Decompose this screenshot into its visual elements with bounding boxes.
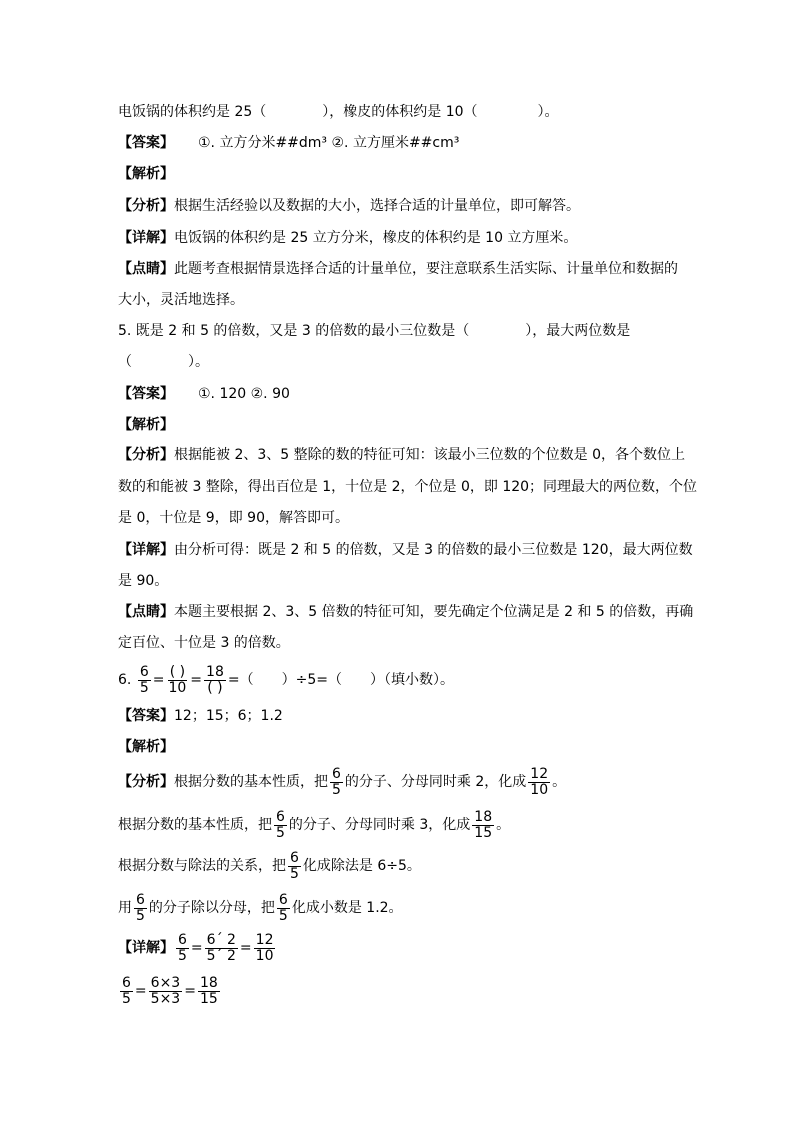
fenxi-label: 【分析】 [118,198,174,214]
q4-text-a: 电饭锅的体积约是 25（ [118,104,267,120]
fenxi-text: 化成除法是 6÷5。 [302,858,421,874]
q6-jiexi [118,737,174,757]
q6-tail: =（ ）÷5=（ ）（填小数）。 [227,672,454,688]
q5-question-line2 [118,352,209,372]
q5-text-b: ），最大两位数是 [525,323,631,339]
q5-jiexi [118,415,174,435]
equals: = [134,983,147,999]
q4-dianjing-cont [118,290,244,310]
q4-answer [118,133,459,153]
q6-question-line [118,660,454,700]
numerator: 6 [290,849,299,866]
fraction [198,976,220,1007]
answer-text: ①. 立方分米##dm³ ②. 立方厘米##cm³ [198,135,460,151]
equals: = [152,672,165,688]
q5-dianjing [118,602,693,622]
q5-fenxi [118,445,685,465]
denominator: 10 [168,679,187,696]
fraction [274,810,287,841]
q5-answer [118,384,290,404]
q6-fenxi-3 [118,846,421,886]
q5-text-c: （ ）。 [118,354,209,370]
numerator: 12 [530,765,549,782]
fraction [204,665,226,696]
numerator: 6 [276,808,285,825]
q4-xiangjie [118,228,577,248]
jiexi-label: 【解析】 [118,417,174,433]
jiexi-label: 【解析】 [118,166,174,182]
denominator: 10 [530,781,549,798]
denominator: 10 [255,947,274,964]
equals: = [190,672,203,688]
q4-text-b: ），橡皮的体积约是 10（ [322,104,478,120]
fenxi-text: 化成小数是 1.2。 [291,900,403,916]
numerator: 6 [122,974,131,991]
q5-question-line [118,321,630,341]
fraction [149,976,183,1007]
fraction [472,810,494,841]
numerator: 6 [332,765,341,782]
q4-text-c: ）。 [537,104,559,120]
fraction [288,851,301,882]
xiangjie-label: 【详解】 [118,940,174,956]
fenxi-text: 根据能被 2、3、5 整除的数的特征可知：该最小三位数的个位数是 0，各个数位上 [174,447,685,463]
q5-xiangjie-cont [118,571,168,591]
numerator: 6×3 [150,974,181,991]
xiangjie-label: 【详解】 [118,542,174,558]
q6-number: 6. [118,672,132,688]
fenxi-text: 根据分数的基本性质，把 [118,817,272,833]
fraction [120,976,133,1007]
denominator: 5 [278,907,288,924]
numerator: 6´ 2 [206,931,236,948]
answer-text: ①. 120 ②. 90 [198,386,290,402]
fenxi-text: 根据分数与除法的关系，把 [118,858,286,874]
fenxi-label: 【分析】 [118,447,174,463]
q6-fenxi-2 [118,805,510,845]
q4-fenxi [118,196,580,216]
dianjing-label: 【点睛】 [118,604,174,620]
equals: = [184,983,196,999]
fenxi-text: 的分子除以分母，把 [148,900,275,916]
dianjing-text: 本题主要根据 2、3、5 倍数的特征可知，要先确定个位满足是 2 和 5 的倍数，再确 [174,604,694,620]
numerator: 6 [136,891,145,908]
fraction [254,933,276,964]
q5-xiangjie [118,540,693,560]
q5-text-a: 5. 既是 2 和 5 的倍数，又是 3 的倍数的最小三位数是（ [118,323,470,339]
q4-question-line [118,102,559,122]
numerator: 6 [278,891,288,908]
fraction [176,933,189,964]
dianjing-text: 大小，灵活地选择。 [118,292,244,308]
numerator: 18 [206,663,224,680]
denominator: ( ) [207,679,223,696]
q5-fenxi-cont [118,477,697,497]
denominator: 5 [178,947,187,964]
fenxi-text: 是 0，十位是 9，即 90，解答即可。 [118,510,349,526]
denominator: 5 [136,907,145,924]
fraction [134,893,147,924]
q5-fenxi-cont2 [118,508,349,528]
xiangjie-text: 电饭锅的体积约是 25 立方分米，橡皮的体积约是 10 立方厘米。 [174,230,578,246]
fenxi-text: 的分子、分母同时乘 3，化成 [288,817,471,833]
fenxi-text: 的分子、分母同时乘 2，化成 [344,774,527,790]
q6-answer [118,706,283,726]
equals: = [239,940,252,956]
denominator: 5 [122,990,131,1007]
denominator: 5 [290,865,299,882]
answer-label: 【答案】 [118,386,174,402]
q4-dianjing [118,259,678,279]
q6-xiangjie-1 [118,928,277,968]
fenxi-text: 用 [118,900,132,916]
q6-fenxi-4 [118,888,403,928]
denominator: 15 [474,824,493,841]
period: 。 [496,817,511,833]
denominator: 5´ 2 [206,947,236,964]
denominator: 5 [276,824,285,841]
q4-jiexi [118,164,174,184]
q6-fenxi-1 [118,762,566,802]
fraction [330,767,343,798]
dianjing-text: 此题考查根据情景选择合适的计量单位，要注意联系生活实际、计量单位和数据的 [174,261,678,277]
answer-label: 【答案】 [118,135,174,151]
q6-xiangjie-2 [118,971,222,1011]
numerator: 6 [139,663,149,680]
denominator: 15 [199,990,218,1007]
denominator: 5×3 [150,990,181,1007]
jiexi-label: 【解析】 [118,739,174,755]
denominator: 5 [332,781,341,798]
numerator: 12 [255,931,274,948]
xiangjie-label: 【详解】 [118,230,174,246]
fenxi-text: 根据分数的基本性质，把 [174,774,328,790]
fraction [138,665,151,696]
period: 。 [552,774,567,790]
answer-label: 【答案】 [118,708,174,724]
numerator: 18 [199,974,218,991]
fenxi-text: 数的和能被 3 整除，得出百位是 1，十位是 2，个位是 0，即 120；同理最大的两位数，个位 [118,479,698,495]
answer-text: 12；15；6；1.2 [174,708,283,724]
dianjing-text: 定百位、十位是 3 的倍数。 [118,635,290,651]
xiangjie-text: 由分析可得：既是 2 和 5 的倍数，又是 3 的倍数的最小三位数是 120，最大两位数 [174,542,693,558]
numerator: 6 [178,931,187,948]
q5-dianjing-cont [118,633,290,653]
equals: = [190,940,203,956]
fraction [277,893,290,924]
numerator: ( ) [169,663,186,680]
fenxi-text: 根据生活经验以及数据的大小，选择合适的计量单位，即可解答。 [174,198,580,214]
fenxi-label: 【分析】 [118,774,174,790]
fraction [166,665,188,696]
denominator: 5 [139,679,149,696]
fraction [205,933,238,964]
numerator: 18 [474,808,493,825]
dianjing-label: 【点睛】 [118,261,174,277]
xiangjie-text: 是 90。 [118,573,169,589]
fraction [528,767,550,798]
